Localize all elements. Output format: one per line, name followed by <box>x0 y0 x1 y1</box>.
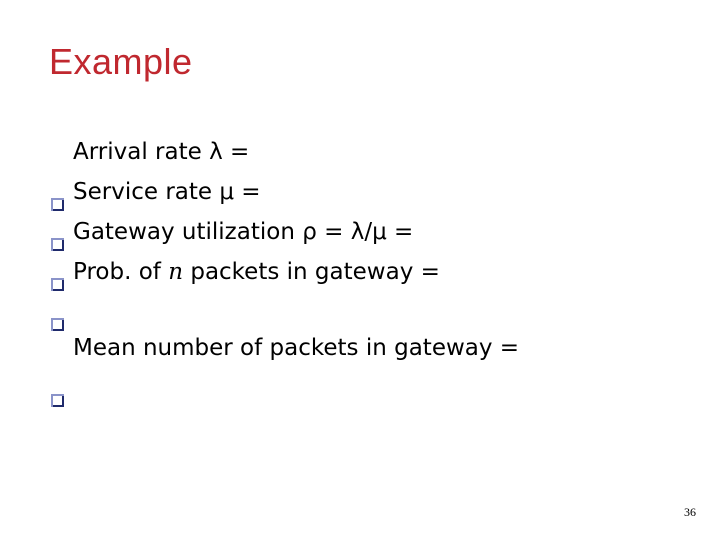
variable-n: n <box>168 259 184 285</box>
bullet-text: Arrival rate λ = <box>73 139 250 165</box>
bullet-item-mean-packets <box>51 328 519 368</box>
bullet-text: Service rate μ = <box>73 179 261 205</box>
bullet-item-utilization <box>51 212 519 252</box>
bullet-text: Gateway utilization ρ = λ/μ = <box>73 219 414 245</box>
checkbox-bullet-icon <box>51 266 64 279</box>
slide-title: Example <box>49 41 193 82</box>
bullet-item-arrival-rate <box>51 132 519 172</box>
bullet-text: Mean number of packets in gateway = <box>73 335 520 361</box>
checkbox-bullet-icon <box>51 146 64 159</box>
page-number: 36 <box>684 505 696 519</box>
bullet-text-prefix: Prob. of <box>73 259 169 285</box>
bullet-item-service-rate <box>51 172 519 212</box>
checkbox-bullet-icon <box>51 342 64 355</box>
checkbox-bullet-icon <box>51 226 64 239</box>
bullet-text-suffix: packets in gateway = <box>183 259 440 285</box>
bullet-item-probability <box>51 252 519 292</box>
bullet-list <box>51 132 519 368</box>
checkbox-bullet-icon <box>51 186 64 199</box>
